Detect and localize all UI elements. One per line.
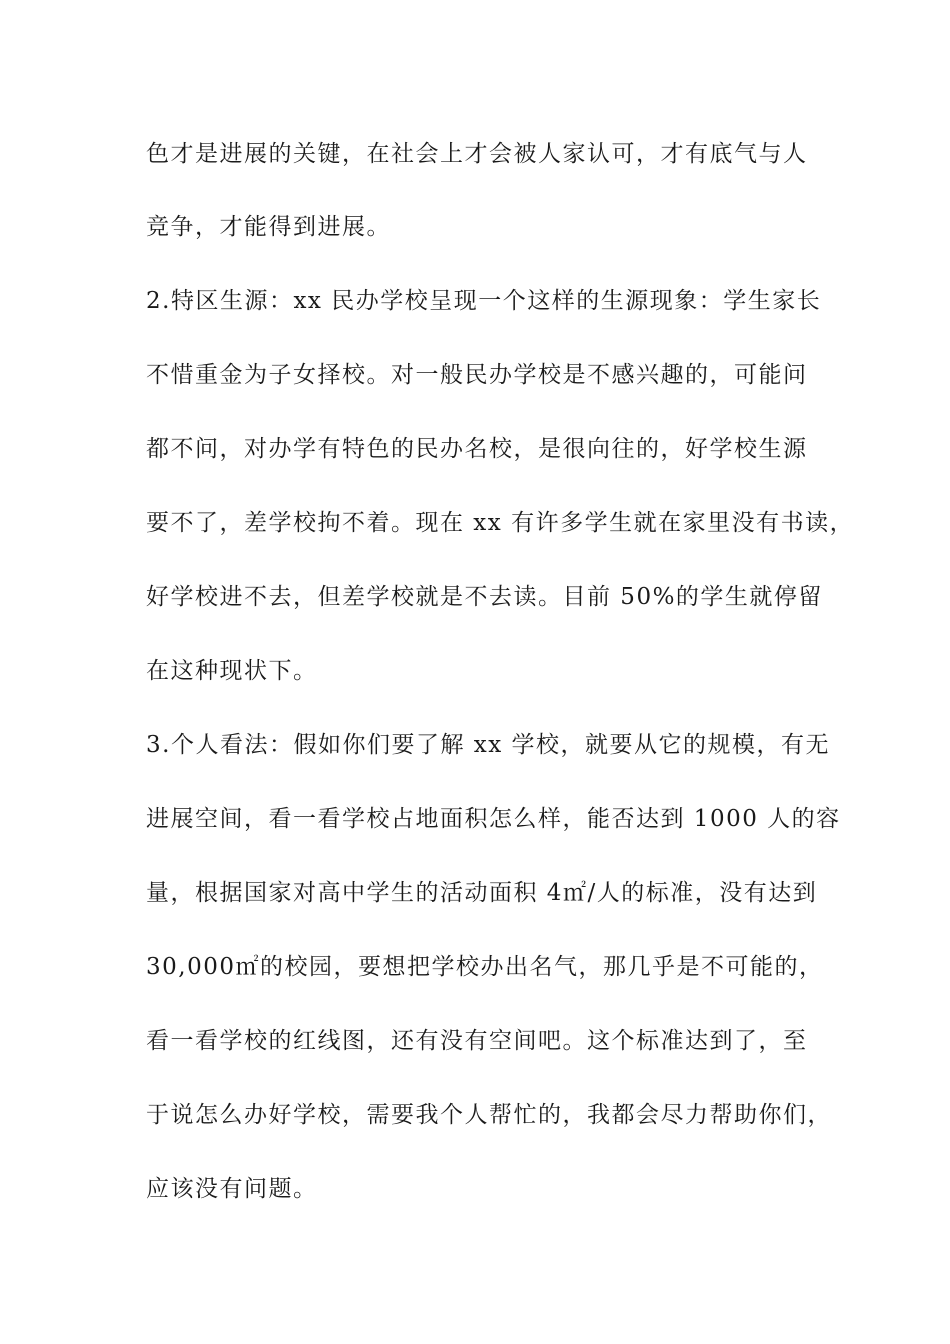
text-line: 色才是进展的关键，在社会上才会被人家认可，才有底气与人 — [146, 141, 808, 167]
text-line: 应该没有问题。 — [146, 1176, 318, 1202]
text-line: 都不问，对办学有特色的民办名校，是很向往的，好学校生源 — [146, 436, 808, 462]
text-line: 竞争，才能得到进展。 — [146, 214, 391, 240]
text-line: 不惜重金为子女择校。对一般民办学校是不感兴趣的，可能问 — [146, 362, 808, 388]
text-line: 30,000㎡的校园，要想把学校办出名气，那几乎是不可能的， — [146, 954, 824, 980]
text-line: 要不了，差学校拘不着。现在 xx 有许多学生就在家里没有书读， — [146, 510, 855, 536]
text-line: 2.特区生源：xx 民办学校呈现一个这样的生源现象：学生家长 — [146, 288, 822, 314]
text-line: 3.个人看法：假如你们要了解 xx 学校，就要从它的规模，有无 — [146, 732, 831, 758]
text-line: 好学校进不去，但差学校就是不去读。目前 50%的学生就停留 — [146, 584, 823, 610]
text-line: 量，根据国家对高中学生的活动面积 4㎡/人的标准，没有达到 — [146, 880, 818, 906]
text-line: 于说怎么办好学校，需要我个人帮忙的，我都会尽力帮助你们， — [146, 1102, 832, 1128]
text-line: 看一看学校的红线图，还有没有空间吧。这个标准达到了，至 — [146, 1028, 808, 1054]
text-line: 进展空间，看一看学校占地面积怎么样，能否达到 1000 人的容 — [146, 806, 841, 832]
text-line: 在这种现状下。 — [146, 658, 318, 684]
